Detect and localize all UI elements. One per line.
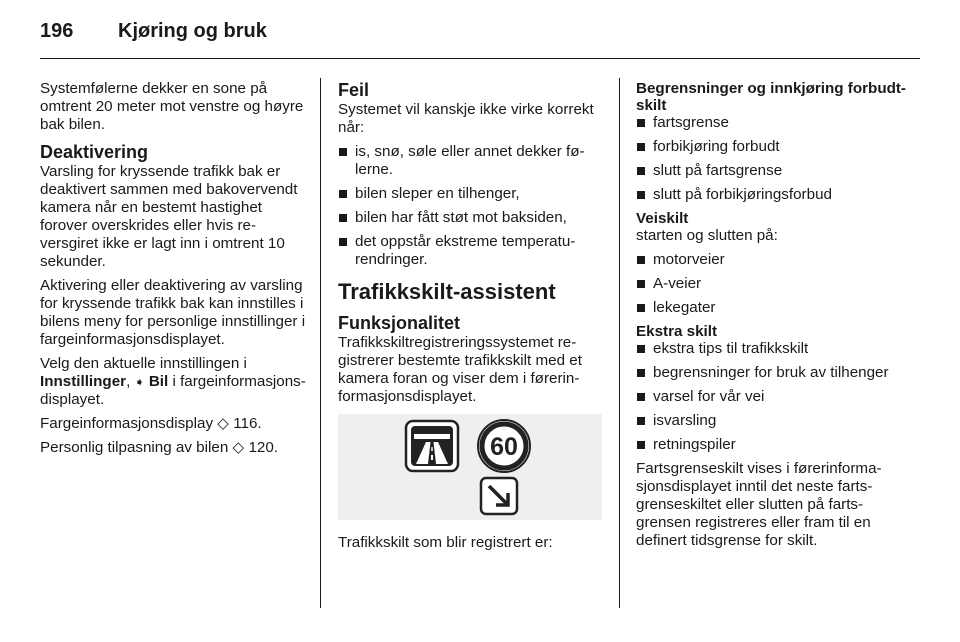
extra-sign-heading: Ekstra skilt [636,323,718,340]
list-item: forbikjøring forbudt [636,138,906,156]
bullet-icon [637,393,645,401]
page-reference-icon: ◇ [217,415,229,432]
bullet-icon [637,280,645,288]
bullet-icon [339,238,347,246]
bullet-icon [339,190,347,198]
bullet-icon [637,256,645,264]
page-title: Kjøring og bruk [118,20,267,42]
settings-menu-label: Innstillinger [40,373,127,390]
column-2 [338,80,606,558]
reference-personalization: Personlig tilpasning av bilen ◇ 120. [40,439,278,456]
page-number: 196 [40,20,74,42]
section-title: Trafikkskilt-assistent [338,279,556,304]
column-3 [636,80,906,556]
limits-heading: Begrensninger og innkjøring forbudt-skilt [636,80,906,114]
bullet-icon [637,417,645,425]
svg-text:60: 60 [490,433,518,461]
direction-arrow-sign-icon [481,478,517,514]
speed-limit-sign-icon [478,420,530,472]
menu-arrow-icon: ➧ [134,375,145,389]
limits-list [636,114,906,204]
list-item: A-veier [636,275,906,293]
activation-paragraph: Aktivering eller deaktivering av varsling for kryssende trafikk bak kan innstilles i bilens meny for personlige innstillinger i fargeinformasjonsdisplayet. [40,277,306,348]
bullet-icon [637,369,645,377]
list-item: varsel for vår vei [636,388,906,406]
deactivation-paragraph: Varsling for kryssende trafikk bak er deaktivert sammen med bakovervendt kamera når en bestemt hastighet forover overskrides eller hvis reversgiret ikke er lagt inn i omtrent 10 sekunder. [40,163,298,270]
column-divider [320,78,321,608]
road-sign-intro: starten og slutten på: [636,227,778,244]
traffic-sign-figure [338,414,602,520]
error-list [338,143,606,269]
bullet-icon [637,441,645,449]
list-item: motorveier [636,251,906,269]
bullet-icon [637,143,645,151]
extra-sign-list [636,340,906,454]
traffic-signs-illustration [338,414,602,520]
figure-caption: Trafikkskilt som blir registrert er: [338,534,553,551]
bullet-icon [339,148,347,156]
list-item: bilen sleper en tilhenger, [338,185,606,203]
bullet-icon [637,304,645,312]
function-heading: Funksjonalitet [338,313,461,333]
bullet-icon [339,214,347,222]
list-item: fartsgrense [636,114,906,132]
bullet-icon [637,191,645,199]
motorway-sign-icon [406,421,458,471]
intro-paragraph: Systemfølerne dekker en sone på omtrent 20 meter mot venstre og høyre bak bilen. [40,80,304,133]
bullet-icon [637,167,645,175]
list-item: retningspiler [636,436,906,454]
select-setting-paragraph: Velg den aktuelle innstillingen i Innstillinger, ➧ Bil i fargeinformasjonsdisplayet. [40,355,306,408]
closing-paragraph: Fartsgrenseskilt vises i førerinformasjonsdisplayet inntil det neste fartsgrenseskiltet eller slutten på fartsgrensen registreres eller fram til en definert tidsgrense for skilt. [636,460,882,549]
list-item: det oppstår ekstreme temperaturendringer. [338,233,606,269]
list-item: begrensninger for bruk av tilhenger [636,364,906,382]
bullet-icon [637,345,645,353]
column-1 [40,80,308,463]
function-paragraph: Trafikkskiltregistreringssystemet registrerer bestemte trafikkskilt med et kamera foran og viser dem i førerinformasjonsdisplayet. [338,334,582,405]
list-item: isvarsling [636,412,906,430]
list-item: slutt på fartsgrense [636,162,906,180]
list-item: lekegater [636,299,906,317]
list-item: bilen har fått støt mot baksiden, [338,209,606,227]
list-item: ekstra tips til trafikkskilt [636,340,906,358]
deactivation-heading: Deaktivering [40,142,149,162]
error-intro: Systemet vil kanskje ikke virke korrekt når: [338,101,594,136]
car-menu-label: Bil [148,373,169,390]
list-item: slutt på forbikjøringsforbud [636,186,906,204]
road-sign-heading: Veiskilt [636,210,689,227]
page-reference-icon: ◇ [232,439,245,456]
list-item: is, snø, søle eller annet dekker følerne. [338,143,606,179]
road-sign-list [636,251,906,317]
column-divider [619,78,620,608]
reference-color-display: Fargeinformasjonsdisplay ◇ 116. [40,415,262,432]
page-header [40,18,920,58]
bullet-icon [637,119,645,127]
header-rule [40,58,920,59]
error-heading: Feil [338,80,370,100]
